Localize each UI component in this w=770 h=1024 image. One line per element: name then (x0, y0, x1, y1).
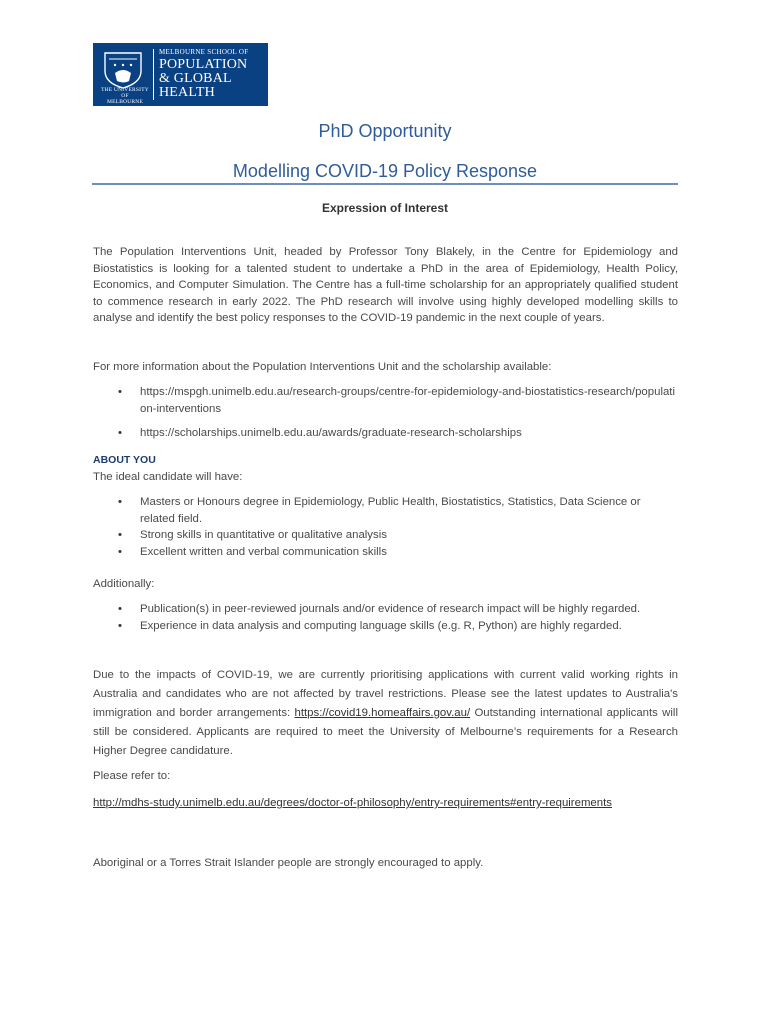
school-logo (93, 43, 268, 106)
list-item: • Publication(s) in peer-reviewed journals and/or evidence of research impact will be highly regarded. (118, 601, 678, 618)
please-refer-text: Please refer to: (93, 770, 171, 782)
entry-requirements-link[interactable]: http://mdhs-study.unimelb.edu.au/degrees/doctor-of-philosophy/entry-requirements#entry-requirements (93, 797, 612, 809)
university-crest-icon (101, 51, 145, 89)
additional-requirements-list (118, 601, 678, 634)
list-item: • Masters or Honours degree in Epidemiology, Public Health, Biostatistics, Statistics, Data Science or related field. (118, 494, 678, 527)
intro-paragraph: The Population Interventions Unit, headed by Professor Tony Blakely, in the Centre for Epidemiology and Biostatistics is looking for a talented student to undertake a PhD in the area of Epidemiology, Health Policy, Economics, and Computer Simulation. The Centre has a full-time scholarship for an appropriately qualified student to commence research in early 2022. The PhD research will involve using highly developed modelling skills to analyse and identify the best policy responses to the COVID-19 pandemic in the next couple of years. (93, 246, 678, 324)
list-item: • Experience in data analysis and computing language skills (e.g. R, Python) are highly regarded. (118, 618, 678, 635)
list-item: • Excellent written and verbal communication skills (118, 544, 678, 561)
logo-line-health: HEALTH (159, 85, 215, 100)
logo-divider (153, 49, 154, 100)
info-links-list (118, 384, 678, 442)
ideal-candidate-text: The ideal candidate will have: (93, 471, 243, 483)
covid-text-part-2: Outstanding international applicants will still be considered. Applicants are required to meet the University of Melbourne’s requirements for a Research Higher Degree candidature. (93, 707, 678, 757)
additionally-text: Additionally: (93, 578, 155, 590)
more-info-text: For more information about the Population Interventions Unit and the scholarship available: (93, 361, 552, 373)
page-title: PhD Opportunity (318, 121, 452, 141)
title-divider (92, 183, 678, 185)
page-subtitle: Modelling COVID-19 Policy Response (232, 161, 538, 181)
about-you-heading: ABOUT YOU (93, 454, 156, 466)
closing-statement: Aboriginal or a Torres Strait Islander people are strongly encouraged to apply. (93, 857, 484, 869)
covid-text-part-1: Due to the impacts of COVID-19, we are currently prioritising applications with current valid working rights in Australia and candidates who are not affected by travel restrictions. Please see the latest updates to Australia's immigration and border arrangements: (93, 669, 678, 719)
list-item (118, 425, 678, 442)
list-item: • Strong skills in quantitative or qualitative analysis (118, 527, 678, 544)
logo-line-population: POPULATION (159, 57, 248, 72)
list-item (118, 384, 678, 417)
scholarship-link[interactable]: https://scholarships.unimelb.edu.au/awards/graduate-research-scholarships (140, 427, 522, 439)
logo-school-label: MELBOURNE SCHOOL OF (159, 48, 249, 56)
entry-requirements-paragraph (93, 794, 678, 812)
covid-paragraph (93, 666, 678, 761)
university-wordmark: THE UNIVERSITY OF MELBOURNE (101, 87, 149, 105)
expression-of-interest-heading: Expression of Interest (321, 201, 449, 215)
unit-info-link[interactable]: https://mspgh.unimelb.edu.au/research-groups/centre-for-epidemiology-and-biostatistics-research/population-interventions (140, 386, 675, 415)
candidate-requirements-list (118, 494, 678, 560)
logo-line-global: & GLOBAL (159, 71, 232, 86)
homeaffairs-link[interactable]: https://covid19.homeaffairs.gov.au/ (294, 707, 471, 719)
